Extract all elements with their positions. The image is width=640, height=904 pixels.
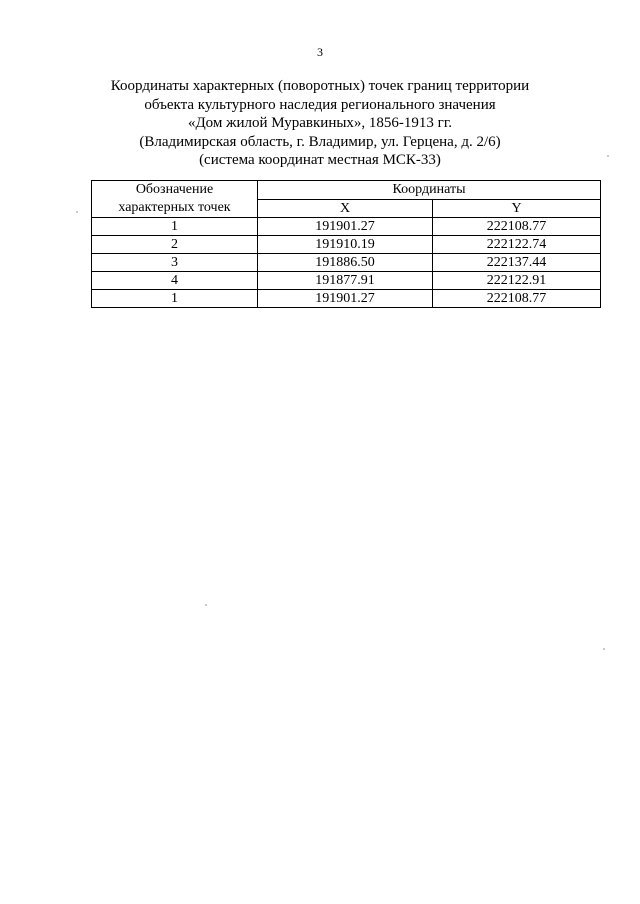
cell-x: 191910.19 [258,236,433,254]
cell-x: 191877.91 [258,272,433,290]
heading-line-2: объекта культурного наследия регионального значения [144,96,496,113]
header-x: X [258,199,433,218]
cell-point: 1 [92,290,258,308]
header-coordinates: Координаты [258,181,601,200]
scan-speck [607,155,609,157]
table-row [92,236,601,254]
cell-point: 3 [92,254,258,272]
header-y: Y [433,199,601,218]
cell-x: 191901.27 [258,290,433,308]
cell-x: 191886.50 [258,254,433,272]
cell-point: 1 [92,218,258,236]
coordinates-table [91,180,601,308]
cell-y: 222122.91 [433,272,601,290]
cell-x: 191901.27 [258,218,433,236]
table-row [92,290,601,308]
cell-point: 4 [92,272,258,290]
heading-line-4: (Владимирская область, г. Владимир, ул. Герцена, д. 2/6) [139,133,501,150]
table-row [92,218,601,236]
scan-speck [76,211,78,213]
scan-speck [603,648,605,650]
cell-y: 222122.74 [433,236,601,254]
heading-line-3: «Дом жилой Муравкиных», 1856-1913 гг. [187,115,453,131]
cell-y: 222137.44 [433,254,601,272]
header-designation-line-2: характерных точек [118,200,231,215]
table-row [92,254,601,272]
heading-line-5: (система координат местная МСК-33) [199,152,441,168]
cell-y: 222108.77 [433,218,601,236]
table-row [92,272,601,290]
cell-point: 2 [92,236,258,254]
header-designation-line-1: Обозначение [135,182,214,197]
header-designation [92,181,258,218]
document-heading [20,77,620,170]
scan-speck [205,604,207,606]
table-header-row [92,181,601,200]
heading-line-1: Координаты характерных (поворотных) точек границ территории [110,78,530,94]
cell-y: 222108.77 [433,290,601,308]
page-number: 3 [317,45,323,59]
